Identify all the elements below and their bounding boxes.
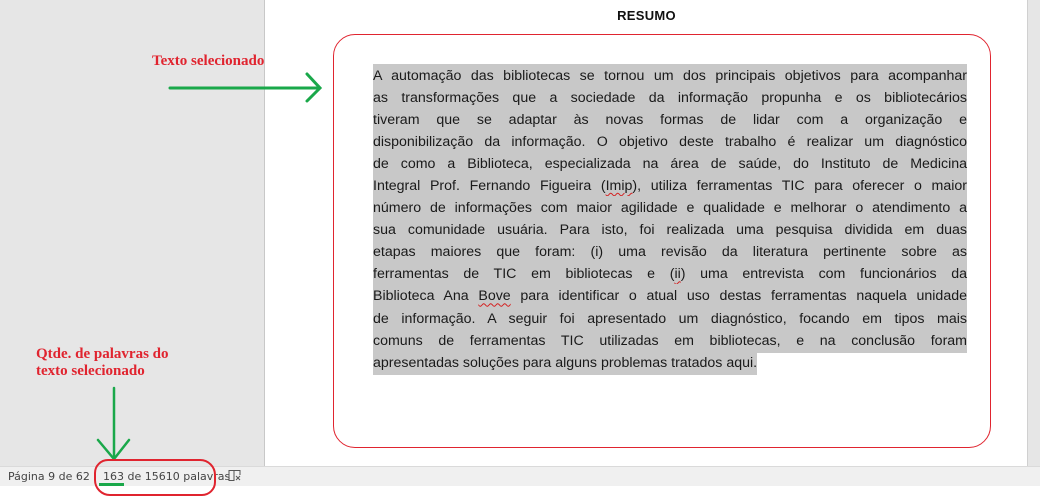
abstract-line: apresentadas soluções para alguns problemas tratados aqui. bbox=[373, 351, 967, 373]
abstract-line: sua comunidade usuária. Para isto, foi realizada uma pesquisa dividida em duas bbox=[373, 218, 967, 240]
abstract-line: Biblioteca Ana Bove para identificar o atual uso destas ferramentas naquela unidade bbox=[373, 284, 967, 306]
abstract-line: A automação das bibliotecas se tornou um dos principais objetivos para acompanhar bbox=[373, 64, 967, 86]
abstract-line: número de informações com maior agilidade e qualidade e melhorar o atendimento a bbox=[373, 196, 967, 218]
abstract-line: ferramentas de TIC em bibliotecas e (ii) uma entrevista com funcionários da bbox=[373, 262, 967, 284]
abstract-line: de como a Biblioteca, especializada na área de saúde, do Instituto de Medicina bbox=[373, 152, 967, 174]
right-arrow-icon bbox=[170, 74, 320, 101]
page-indicator[interactable]: Página 9 de 62 bbox=[8, 470, 90, 483]
abstract-line: tiveram que se adaptar às novas formas de lidar com a organização e bbox=[373, 108, 967, 130]
document-heading: RESUMO bbox=[617, 8, 676, 23]
misspelled-word[interactable]: Bove bbox=[478, 288, 511, 305]
abstract-line: comuns de ferramentas TIC utilizadas em bibliotecas, e na conclusão foram bbox=[373, 329, 967, 351]
word-count-underline bbox=[99, 483, 124, 486]
abstract-line: disponibilização da informação. O objetivo deste trabalho é realizar um diagnóstico bbox=[373, 130, 967, 152]
word-count-highlight-oval bbox=[94, 459, 216, 496]
total-word-count: de 15610 palavras bbox=[124, 470, 231, 483]
abstract-line: Integral Prof. Fernando Figueira (Imip), utiliza ferramentas TIC para oferecer o maior bbox=[373, 174, 967, 196]
down-arrow-icon bbox=[98, 388, 129, 459]
misspelled-word[interactable]: ii bbox=[674, 266, 681, 283]
abstract-line: as transformações que a sociedade da informação propunha e os bibliotecários bbox=[373, 86, 967, 108]
annotation-word-count: Qtde. de palavras do texto selecionado bbox=[36, 346, 169, 379]
misspelled-word[interactable]: Imip bbox=[605, 178, 633, 195]
annotation-selected-text: Texto selecionado bbox=[152, 53, 265, 69]
selected-word-count: 163 bbox=[103, 470, 124, 483]
book-x-icon[interactable] bbox=[228, 469, 242, 482]
abstract-line: de informação. A seguir foi apresentado um diagnóstico, focando em tipos mais bbox=[373, 307, 967, 329]
abstract-line: etapas maiores que foram: (i) uma revisão da literatura pertinente sobre as bbox=[373, 240, 967, 262]
